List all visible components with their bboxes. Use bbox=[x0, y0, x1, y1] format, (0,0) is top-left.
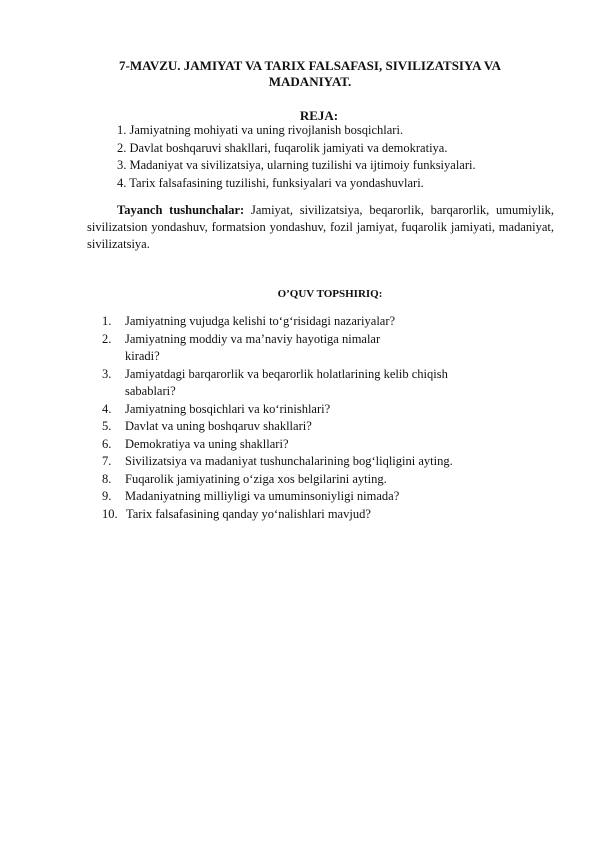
list-item bbox=[102, 436, 522, 454]
item-number: 7. bbox=[102, 454, 112, 468]
item-text: Fuqarolik jamiyatining o‘ziga xos belgilarini ayting. bbox=[125, 471, 387, 486]
item-number: 1. bbox=[102, 314, 112, 328]
item-text: Jamiyatning vujudga kelishi to‘g‘risidagi nazariyalar? bbox=[125, 314, 396, 328]
page-title bbox=[90, 58, 530, 90]
item-text: Davlat va uning boshqaruv shakllari? bbox=[125, 419, 312, 433]
item-text-line: kiradi? bbox=[125, 349, 160, 363]
list-item bbox=[102, 471, 522, 489]
item-text bbox=[125, 331, 380, 366]
list-item bbox=[102, 506, 522, 524]
list-item bbox=[102, 331, 522, 366]
list-item bbox=[102, 418, 522, 436]
item-number: 4. bbox=[102, 401, 112, 416]
item-text: Demokratiya va uning shakllari? bbox=[125, 436, 289, 451]
reja-heading: REJA: bbox=[299, 108, 339, 123]
item-text-line: Jamiyatdagi barqarorlik va beqarorlik holatlarining kelib chiqish bbox=[125, 366, 448, 381]
item-text: Jamiyatning bosqichlari va ko‘rinishlari? bbox=[125, 401, 331, 416]
key-concepts-paragraph bbox=[87, 202, 554, 253]
item-number: 2. bbox=[102, 331, 112, 346]
assignment-list bbox=[102, 313, 522, 523]
list-item bbox=[102, 366, 522, 401]
assignment-heading: O’QUV TOPSHIRIQ: bbox=[277, 288, 383, 300]
key-concepts-text: Jamiyat, sivilizatsiya, beqarorlik, barqarorlik, umumiylik, sivilizatsion yondashuv, formatsion yondashuv, fozil jamiyat, fuqarolik jamiyati, madaniyat, sivilizatsiya. bbox=[87, 203, 554, 251]
key-concepts-label: Tayanch tushunchalar: bbox=[117, 203, 245, 217]
plan-item: 3. Madaniyat va sivilizatsiya, ularning tuzilishi va ijtimoiy funksiyalari. bbox=[117, 158, 476, 172]
list-item bbox=[102, 453, 522, 471]
plan-list bbox=[117, 122, 476, 192]
list-item bbox=[102, 488, 522, 506]
item-text bbox=[125, 366, 448, 401]
item-text-line: Jamiyatning moddiy va ma’naviy hayotiga nimalar bbox=[125, 331, 381, 346]
plan-item: 2. Davlat boshqaruvi shakllari, fuqarolik jamiyati va demokratiya. bbox=[117, 140, 448, 155]
item-number: 10. bbox=[102, 506, 118, 521]
item-number: 9. bbox=[102, 489, 112, 503]
title-line-1: 7-MAVZU. JAMIYAT VA TARIX FALSAFASI, SIVILIZATSIYA VA bbox=[119, 58, 501, 73]
item-text: Sivilizatsiya va madaniyat tushunchalarining bog‘liqligini ayting. bbox=[125, 454, 453, 468]
item-number: 8. bbox=[102, 471, 112, 486]
item-text: Madaniyatning milliyligi va umuminsoniyligi nimada? bbox=[125, 489, 400, 503]
list-item bbox=[102, 313, 522, 331]
list-item bbox=[102, 401, 522, 419]
item-text: Tarix falsafasining qanday yo‘nalishlari mavjud? bbox=[126, 506, 371, 521]
title-line-2: MADANIYAT. bbox=[268, 74, 352, 89]
item-number: 6. bbox=[102, 436, 112, 451]
plan-item: 4. Tarix falsafasining tuzilishi, funksiyalari va yondashuvlari. bbox=[117, 175, 424, 190]
item-text-line: sabablari? bbox=[125, 384, 176, 398]
plan-item: 1. Jamiyatning mohiyati va uning rivojlanish bosqichlari. bbox=[117, 123, 404, 137]
item-number: 3. bbox=[102, 366, 112, 381]
item-number: 5. bbox=[102, 419, 112, 433]
